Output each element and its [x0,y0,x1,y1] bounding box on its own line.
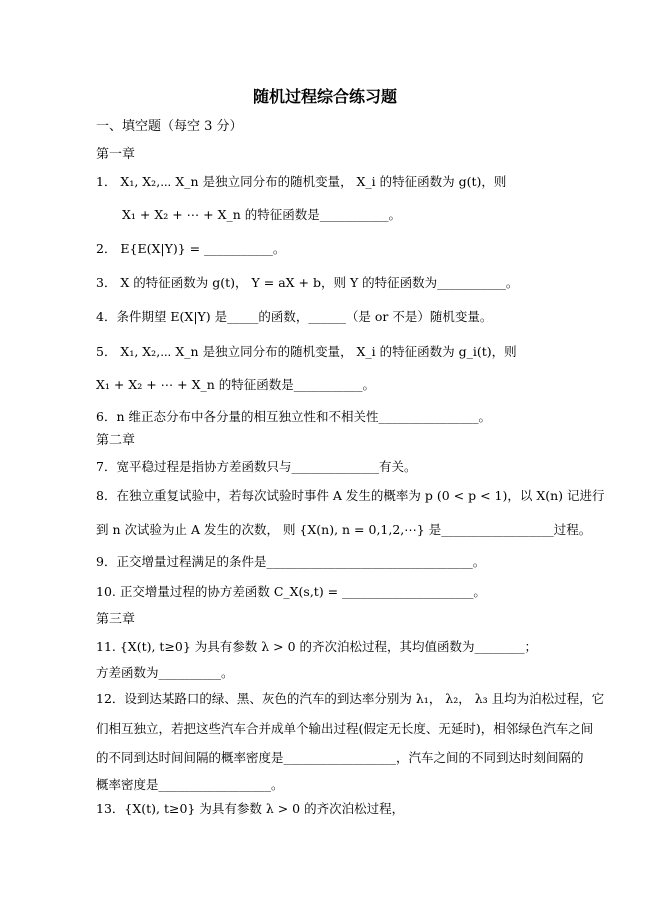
question-5-line-2: X₁ + X₂ + ⋯ + X_n 的特征函数是___________。 [96,377,376,392]
question-8-line-1: 8．在独立重复试验中，若每次试验时事件 A 发生的概率为 p (0 < p < 1)，以 X(n) 记进行 [96,488,605,503]
question-2: 2． E{E(X|Y)} = ___________。 [96,241,286,256]
question-11-line-2: 方差函数为__________。 [96,665,234,680]
chapter-3-heading: 第三章 [96,612,136,627]
question-3: 3． X 的特征函数为 g(t)， Y = aX + b，则 Y 的特征函数为___________。 [96,275,519,290]
question-12-line-3: 的不同到达时间间隔的概率密度是__________________，汽车之间的不同到达时刻间隔的 [96,750,584,765]
question-9: 9．正交增量过程满足的条件是_________________________________。 [96,554,486,569]
question-1-line-2: X₁ + X₂ + ⋯ + X_n 的特征函数是___________。 [122,207,402,222]
question-4: 4．条件期望 E(X|Y) 是_____的函数，______（是 or 不是）随机变量。 [96,309,493,324]
chapter-1-heading: 第一章 [96,147,136,162]
question-1-line-1: 1． X₁, X₂,⋯ X_n 是独立同分布的随机变量， X_i 的特征函数为 g(t)，则 [96,174,507,189]
question-5-line-1: 5． X₁, X₂,⋯ X_n 是独立同分布的随机变量， X_i 的特征函数为 g_i(t)，则 [96,344,517,359]
document-title: 随机过程综合练习题 [252,87,397,106]
question-12-line-2: 们相互独立，若把这些汽车合并成单个输出过程(假定无长度、无延时)，相邻绿色汽车之间 [96,721,594,736]
question-13: 13．{X(t), t≥0} 为具有参数 λ > 0 的齐次泊松过程， [96,801,405,816]
question-12-line-4: 概率密度是__________________。 [96,777,284,792]
question-7: 7．宽平稳过程是指协方差函数只与______________有关。 [96,459,417,474]
question-10: 10. 正交增量过程的协方差函数 C_X(s,t) = _____________________。 [96,584,486,599]
chapter-2-heading: 第二章 [96,433,136,448]
question-12-line-1: 12．设到达某路口的绿、黑、灰色的汽车的到达率分别为 λ₁， λ₂， λ₃ 且均为泊松过程，它 [96,691,605,706]
question-11-line-1: 11. {X(t), t≥0} 为具有参数 λ > 0 的齐次泊松过程，其均值函数为________； [96,639,538,654]
section-heading: 一、填空题（每空 3 分） [96,119,243,134]
question-6: 6．n 维正态分布中各分量的相互独立性和不相关性________________。 [96,409,491,424]
question-8-line-2: 到 n 次试验为止 A 发生的次数， 则 {X(n), n = 0,1,2,⋯} 是__________________过程。 [96,522,592,537]
